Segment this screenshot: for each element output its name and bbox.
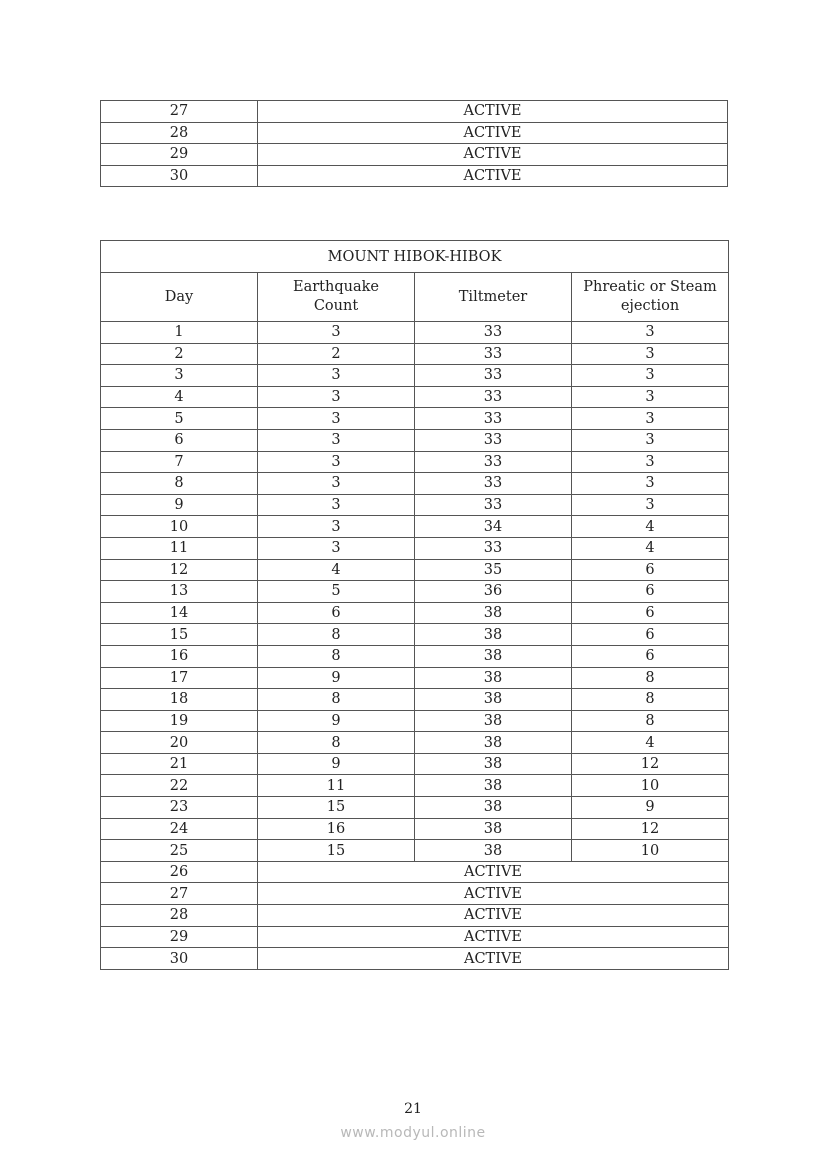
- tiltmeter-cell: 38: [415, 753, 572, 775]
- day-cell: 13: [101, 581, 258, 603]
- earthquake-count-cell: 9: [258, 667, 415, 689]
- table-row: [101, 386, 729, 408]
- earthquake-count-cell: 3: [258, 473, 415, 495]
- phreatic-steam-cell: 6: [572, 559, 729, 581]
- tiltmeter-cell: 33: [415, 494, 572, 516]
- day-cell: 6: [101, 429, 258, 451]
- phreatic-steam-cell: 3: [572, 343, 729, 365]
- status-cell: ACTIVE: [258, 165, 728, 187]
- day-cell: 4: [101, 386, 258, 408]
- phreatic-steam-cell: 8: [572, 689, 729, 711]
- table-row: [101, 883, 729, 905]
- phreatic-steam-cell: 3: [572, 386, 729, 408]
- earthquake-count-cell: 6: [258, 602, 415, 624]
- table-row: [101, 165, 728, 187]
- earthquake-count-cell: 3: [258, 537, 415, 559]
- tiltmeter-cell: 33: [415, 451, 572, 473]
- volcano-status-table-continued: [100, 100, 728, 187]
- earthquake-count-cell: 15: [258, 840, 415, 862]
- day-cell: 10: [101, 516, 258, 538]
- table-row: [101, 122, 728, 144]
- table-row: [101, 861, 729, 883]
- tiltmeter-cell: 33: [415, 473, 572, 495]
- phreatic-steam-cell: 12: [572, 818, 729, 840]
- header-day: Day: [101, 273, 258, 322]
- day-cell: 22: [101, 775, 258, 797]
- table-row: [101, 101, 728, 123]
- earthquake-count-cell: 11: [258, 775, 415, 797]
- table-row: [101, 818, 729, 840]
- table-row: [101, 905, 729, 927]
- table-row: [101, 602, 729, 624]
- day-cell: 30: [101, 165, 258, 187]
- phreatic-steam-cell: 12: [572, 753, 729, 775]
- day-cell: 8: [101, 473, 258, 495]
- day-cell: 9: [101, 494, 258, 516]
- day-cell: 29: [101, 144, 258, 166]
- day-cell: 25: [101, 840, 258, 862]
- tiltmeter-cell: 33: [415, 537, 572, 559]
- table-row: [101, 797, 729, 819]
- table-title: MOUNT HIBOK-HIBOK: [101, 241, 729, 273]
- table-row: [101, 645, 729, 667]
- table-row: [101, 429, 729, 451]
- day-cell: 19: [101, 710, 258, 732]
- earthquake-count-cell: 8: [258, 645, 415, 667]
- tiltmeter-cell: 38: [415, 667, 572, 689]
- tiltmeter-cell: 35: [415, 559, 572, 581]
- earthquake-count-cell: 3: [258, 516, 415, 538]
- phreatic-steam-cell: 4: [572, 516, 729, 538]
- phreatic-steam-cell: 3: [572, 365, 729, 387]
- table-row: [101, 322, 729, 344]
- phreatic-steam-cell: 10: [572, 840, 729, 862]
- table-row: [101, 365, 729, 387]
- day-cell: 21: [101, 753, 258, 775]
- status-cell: ACTIVE: [258, 122, 728, 144]
- tiltmeter-cell: 38: [415, 602, 572, 624]
- earthquake-count-cell: 2: [258, 343, 415, 365]
- tiltmeter-cell: 38: [415, 840, 572, 862]
- table-row: [101, 144, 728, 166]
- table-row: [101, 451, 729, 473]
- day-cell: 29: [101, 926, 258, 948]
- status-cell: ACTIVE: [258, 861, 729, 883]
- day-cell: 2: [101, 343, 258, 365]
- day-cell: 24: [101, 818, 258, 840]
- table-row: [101, 581, 729, 603]
- tiltmeter-cell: 38: [415, 689, 572, 711]
- tiltmeter-cell: 34: [415, 516, 572, 538]
- table-row: [101, 926, 729, 948]
- header-tiltmeter: Tiltmeter: [415, 273, 572, 322]
- day-cell: 3: [101, 365, 258, 387]
- table-row: [101, 667, 729, 689]
- table-title-row: [101, 241, 729, 273]
- earthquake-count-cell: 15: [258, 797, 415, 819]
- phreatic-steam-cell: 3: [572, 322, 729, 344]
- header-phreatic-steam-ejection: Phreatic or Steam ejection: [572, 273, 729, 322]
- earthquake-count-cell: 16: [258, 818, 415, 840]
- table-row: [101, 948, 729, 970]
- status-cell: ACTIVE: [258, 948, 729, 970]
- earthquake-count-cell: 8: [258, 732, 415, 754]
- header-earthquake-count: Earthquake Count: [258, 273, 415, 322]
- phreatic-steam-cell: 3: [572, 429, 729, 451]
- table-row: [101, 559, 729, 581]
- day-cell: 28: [101, 905, 258, 927]
- day-cell: 30: [101, 948, 258, 970]
- table-row: [101, 624, 729, 646]
- earthquake-count-cell: 3: [258, 365, 415, 387]
- day-cell: 14: [101, 602, 258, 624]
- tiltmeter-cell: 38: [415, 710, 572, 732]
- day-cell: 26: [101, 861, 258, 883]
- phreatic-steam-cell: 3: [572, 408, 729, 430]
- earthquake-count-cell: 3: [258, 322, 415, 344]
- table-row: [101, 710, 729, 732]
- table-row: [101, 516, 729, 538]
- day-cell: 20: [101, 732, 258, 754]
- phreatic-steam-cell: 9: [572, 797, 729, 819]
- tiltmeter-cell: 33: [415, 343, 572, 365]
- phreatic-steam-cell: 6: [572, 602, 729, 624]
- watermark: www.modyul.online: [340, 1125, 486, 1141]
- day-cell: 28: [101, 122, 258, 144]
- tiltmeter-cell: 33: [415, 429, 572, 451]
- tiltmeter-cell: 38: [415, 818, 572, 840]
- phreatic-steam-cell: 8: [572, 667, 729, 689]
- table-row: [101, 343, 729, 365]
- phreatic-steam-cell: 4: [572, 732, 729, 754]
- tiltmeter-cell: 38: [415, 797, 572, 819]
- phreatic-steam-cell: 3: [572, 451, 729, 473]
- tiltmeter-cell: 38: [415, 775, 572, 797]
- table-row: [101, 408, 729, 430]
- day-cell: 15: [101, 624, 258, 646]
- page-number: 21: [404, 1101, 422, 1117]
- day-cell: 12: [101, 559, 258, 581]
- earthquake-count-cell: 3: [258, 408, 415, 430]
- earthquake-count-cell: 3: [258, 451, 415, 473]
- phreatic-steam-cell: 6: [572, 624, 729, 646]
- phreatic-steam-cell: 4: [572, 537, 729, 559]
- phreatic-steam-cell: 8: [572, 710, 729, 732]
- tiltmeter-cell: 33: [415, 322, 572, 344]
- table-row: [101, 689, 729, 711]
- earthquake-count-cell: 9: [258, 753, 415, 775]
- tiltmeter-cell: 33: [415, 386, 572, 408]
- tiltmeter-cell: 33: [415, 365, 572, 387]
- table-row: [101, 840, 729, 862]
- day-cell: 11: [101, 537, 258, 559]
- phreatic-steam-cell: 3: [572, 473, 729, 495]
- phreatic-steam-cell: 6: [572, 645, 729, 667]
- day-cell: 7: [101, 451, 258, 473]
- day-cell: 27: [101, 101, 258, 123]
- earthquake-count-cell: 4: [258, 559, 415, 581]
- earthquake-count-cell: 9: [258, 710, 415, 732]
- status-cell: ACTIVE: [258, 926, 729, 948]
- earthquake-count-cell: 3: [258, 386, 415, 408]
- table-row: [101, 537, 729, 559]
- day-cell: 17: [101, 667, 258, 689]
- earthquake-count-cell: 5: [258, 581, 415, 603]
- table-header-row: [101, 273, 729, 322]
- phreatic-steam-cell: 10: [572, 775, 729, 797]
- mount-hibok-hibok-table: [100, 240, 729, 970]
- earthquake-count-cell: 8: [258, 624, 415, 646]
- tiltmeter-cell: 36: [415, 581, 572, 603]
- tiltmeter-cell: 38: [415, 645, 572, 667]
- day-cell: 27: [101, 883, 258, 905]
- table-row: [101, 732, 729, 754]
- day-cell: 1: [101, 322, 258, 344]
- table-row: [101, 494, 729, 516]
- table-row: [101, 473, 729, 495]
- status-cell: ACTIVE: [258, 905, 729, 927]
- table-row: [101, 775, 729, 797]
- phreatic-steam-cell: 6: [572, 581, 729, 603]
- day-cell: 23: [101, 797, 258, 819]
- tiltmeter-cell: 38: [415, 732, 572, 754]
- earthquake-count-cell: 3: [258, 494, 415, 516]
- status-cell: ACTIVE: [258, 144, 728, 166]
- tiltmeter-cell: 38: [415, 624, 572, 646]
- day-cell: 5: [101, 408, 258, 430]
- status-cell: ACTIVE: [258, 101, 728, 123]
- tiltmeter-cell: 33: [415, 408, 572, 430]
- day-cell: 16: [101, 645, 258, 667]
- earthquake-count-cell: 3: [258, 429, 415, 451]
- day-cell: 18: [101, 689, 258, 711]
- table-row: [101, 753, 729, 775]
- earthquake-count-cell: 8: [258, 689, 415, 711]
- status-cell: ACTIVE: [258, 883, 729, 905]
- phreatic-steam-cell: 3: [572, 494, 729, 516]
